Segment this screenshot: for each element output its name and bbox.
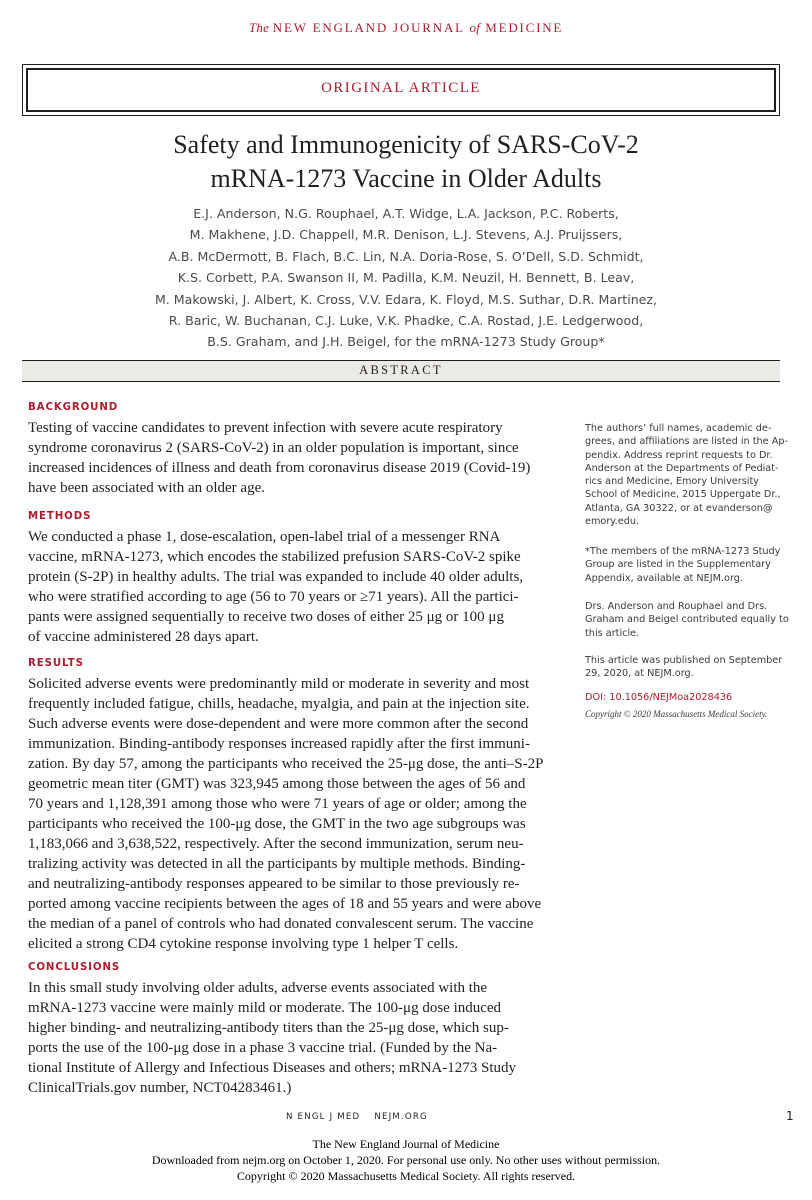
methods-text — [28, 527, 572, 647]
author-line: M. Makowski, J. Albert, K. Cross, V.V. Edara, K. Floyd, M.S. Suthar, D.R. Martinez, — [154, 291, 658, 307]
text-line: who were stratified according to age (56 to 70 years or ≥71 years). All the partici- — [28, 589, 519, 605]
text-line: immunization. Binding-antibody responses increased rapidly after the first immuni- — [28, 736, 530, 752]
sidebar-line: This article was published on September — [585, 655, 783, 666]
sidebar-line: 29, 2020, at NEJM.org. — [585, 668, 694, 680]
journal-end: MEDICINE — [480, 20, 564, 35]
text-line: Testing of vaccine candidates to prevent infection with severe acute respiratory — [28, 420, 503, 436]
text-line: tralizing activity was detected in all the participants by multiple methods. Binding- — [28, 856, 526, 872]
notice-line: Downloaded from nejm.org on October 1, 2020. For personal use only. No other uses without permission. — [151, 1153, 661, 1167]
conclusions-heading: CONCLUSIONS — [28, 962, 121, 973]
text-line: We conducted a phase 1, dose-escalation, open-label trial of a messenger RNA — [28, 529, 501, 545]
notice-line: Copyright © 2020 Massachusetts Medical Society. All rights reserved. — [236, 1169, 576, 1183]
text-line: elicited a strong CD4 cytokine response involving type 1 helper T cells. — [28, 936, 459, 952]
sidebar-line: Atlanta, GA 30322, or at evanderson@ — [585, 502, 773, 514]
text-line: Solicited adverse events were predominantly mild or moderate in severity and most — [28, 676, 530, 692]
text-line: ported among vaccine recipients between the ages of 18 and 55 years and were above — [28, 896, 542, 912]
methods-heading: METHODS — [28, 511, 92, 522]
sidebar-line: Group are listed in the Supplementary — [585, 559, 771, 571]
text-line: Such adverse events were dose-dependent and were more common after the second — [28, 716, 529, 732]
text-line: have been associated with an older age. — [28, 480, 265, 496]
sidebar-line: this article. — [585, 627, 640, 639]
author-line: R. Baric, W. Buchanan, C.J. Luke, V.K. Phadke, C.A. Rostad, J.E. Ledgerwood, — [168, 313, 644, 329]
text-line: of vaccine administered 28 days apart. — [28, 629, 259, 645]
author-line: A.B. McDermott, B. Flach, B.C. Lin, N.A. Doria-Rose, S. O’Dell, S.D. Schmidt, — [168, 248, 644, 264]
article-type-box — [22, 64, 780, 116]
text-line: the median of a panel of controls who had donated convalescent serum. The vaccine — [28, 916, 534, 932]
text-line: participants who received the 100-μg dose, the GMT in the two age subgroups was — [28, 816, 526, 832]
text-line: ports the use of the 100-μg dose in a phase 3 vaccine trial. (Funded by the Na- — [28, 1040, 498, 1056]
journal-prefix: The — [248, 20, 273, 35]
text-line: vaccine, mRNA-1273, which encodes the stabilized prefusion SARS-CoV-2 spike — [28, 549, 521, 565]
text-line: increased incidences of illness and death from coronavirus disease 2019 (Covid-19) — [28, 460, 531, 476]
text-line: 70 years and 1,128,391 among those who were 71 years of age or older; among the — [28, 796, 527, 812]
sidebar-contributions — [585, 600, 795, 640]
text-line: higher binding- and neutralizing-antibody titers than the 25-μg dose, which sup- — [28, 1020, 509, 1036]
journal-abbrev: N ENGL J MED — [286, 1112, 361, 1122]
author-line: K.S. Corbett, P.A. Swanson II, M. Padilla, K.M. Neuzil, H. Bennett, B. Leav, — [177, 270, 635, 286]
text-line: frequently included fatigue, chills, headache, myalgia, and pain at the injection site. — [28, 696, 530, 712]
notice-line: The New England Journal of Medicine — [312, 1137, 500, 1151]
sidebar-line: Anderson at the Departments of Pediat- — [585, 462, 779, 474]
sidebar-line: *The members of the mRNA-1273 Study — [585, 546, 781, 557]
text-line: 1,183,066 and 3,638,522, respectively. After the second immunization, serum neu- — [28, 836, 524, 852]
text-line: syndrome coronavirus 2 (SARS-CoV-2) in an older population is important, since — [28, 440, 519, 456]
background-text — [28, 418, 572, 498]
conclusions-text — [28, 978, 572, 1098]
footer-meta — [286, 1112, 442, 1122]
text-line: protein (S-2P) in healthy adults. The trial was expanded to include 40 older adults, — [28, 569, 524, 585]
journal-header — [0, 20, 812, 36]
sidebar-study-group — [585, 545, 795, 585]
abstract-label: ABSTRACT — [359, 363, 443, 377]
journal-main: NEW ENGLAND JOURNAL — [272, 20, 470, 35]
article-type: ORIGINAL ARTICLE — [321, 80, 481, 96]
copyright-note: Copyright © 2020 Massachusetts Medical Society. — [585, 709, 768, 719]
author-line: E.J. Anderson, N.G. Rouphael, A.T. Widge, L.A. Jackson, P.C. Roberts, — [193, 206, 619, 221]
results-heading: RESULTS — [28, 658, 84, 669]
text-line: In this small study involving older adults, adverse events associated with the — [28, 980, 488, 996]
author-line: M. Makhene, J.D. Chappell, M.R. Denison, L.J. Stevens, A.J. Pruijssers, — [189, 227, 623, 243]
download-notice — [0, 1136, 812, 1184]
sidebar-line: Drs. Anderson and Rouphael and Drs. — [585, 601, 768, 612]
journal-of: of — [469, 20, 481, 35]
author-list — [20, 203, 792, 353]
text-line: mRNA-1273 vaccine were mainly mild or moderate. The 100-μg dose induced — [28, 1000, 502, 1016]
sidebar-affiliations — [585, 422, 795, 528]
text-line: zation. By day 57, among the participants who received the 25-μg dose, the anti–S-2P — [28, 756, 544, 772]
text-line: tional Institute of Allergy and Infectious Diseases and others; mRNA-1273 Study — [28, 1060, 516, 1076]
article-title — [20, 128, 792, 196]
site-name[interactable]: NEJM.ORG — [374, 1112, 428, 1122]
doi-link[interactable]: DOI: 10.1056/NEJMoa2028436 — [585, 692, 733, 703]
title-line-1: Safety and Immunogenicity of SARS-CoV-2 — [173, 130, 639, 159]
text-line: ClinicalTrials.gov number, NCT04283461.) — [28, 1080, 292, 1096]
sidebar-line: Graham and Beigel contributed equally to — [585, 614, 789, 626]
text-line: pants were assigned sequentially to receive two doses of either 25 μg or 100 μg — [28, 609, 504, 625]
sidebar-line: The authors’ full names, academic de- — [585, 423, 772, 434]
sidebar-line: grees, and affiliations are listed in the Ap- — [585, 436, 788, 448]
title-line-2: mRNA-1273 Vaccine in Older Adults — [210, 164, 602, 193]
sidebar-line: emory.edu. — [585, 516, 640, 528]
background-heading: BACKGROUND — [28, 402, 119, 413]
sidebar-line: School of Medicine, 2015 Uppergate Dr., — [585, 489, 781, 501]
page-number: 1 — [786, 1109, 794, 1123]
abstract-bar — [22, 360, 780, 382]
sidebar-line: pendix. Address reprint requests to Dr. — [585, 449, 773, 461]
results-text — [28, 674, 572, 954]
sidebar-line: rics and Medicine, Emory University — [585, 476, 760, 488]
author-line: B.S. Graham, and J.H. Beigel, for the mRNA-1273 Study Group* — [207, 334, 605, 350]
text-line: and neutralizing-antibody responses appeared to be similar to those previously re- — [28, 876, 520, 892]
text-line: geometric mean titer (GMT) was 323,945 among those between the ages of 56 and — [28, 776, 526, 792]
sidebar-publication — [585, 654, 795, 681]
sidebar-line: Appendix, available at NEJM.org. — [585, 572, 744, 584]
